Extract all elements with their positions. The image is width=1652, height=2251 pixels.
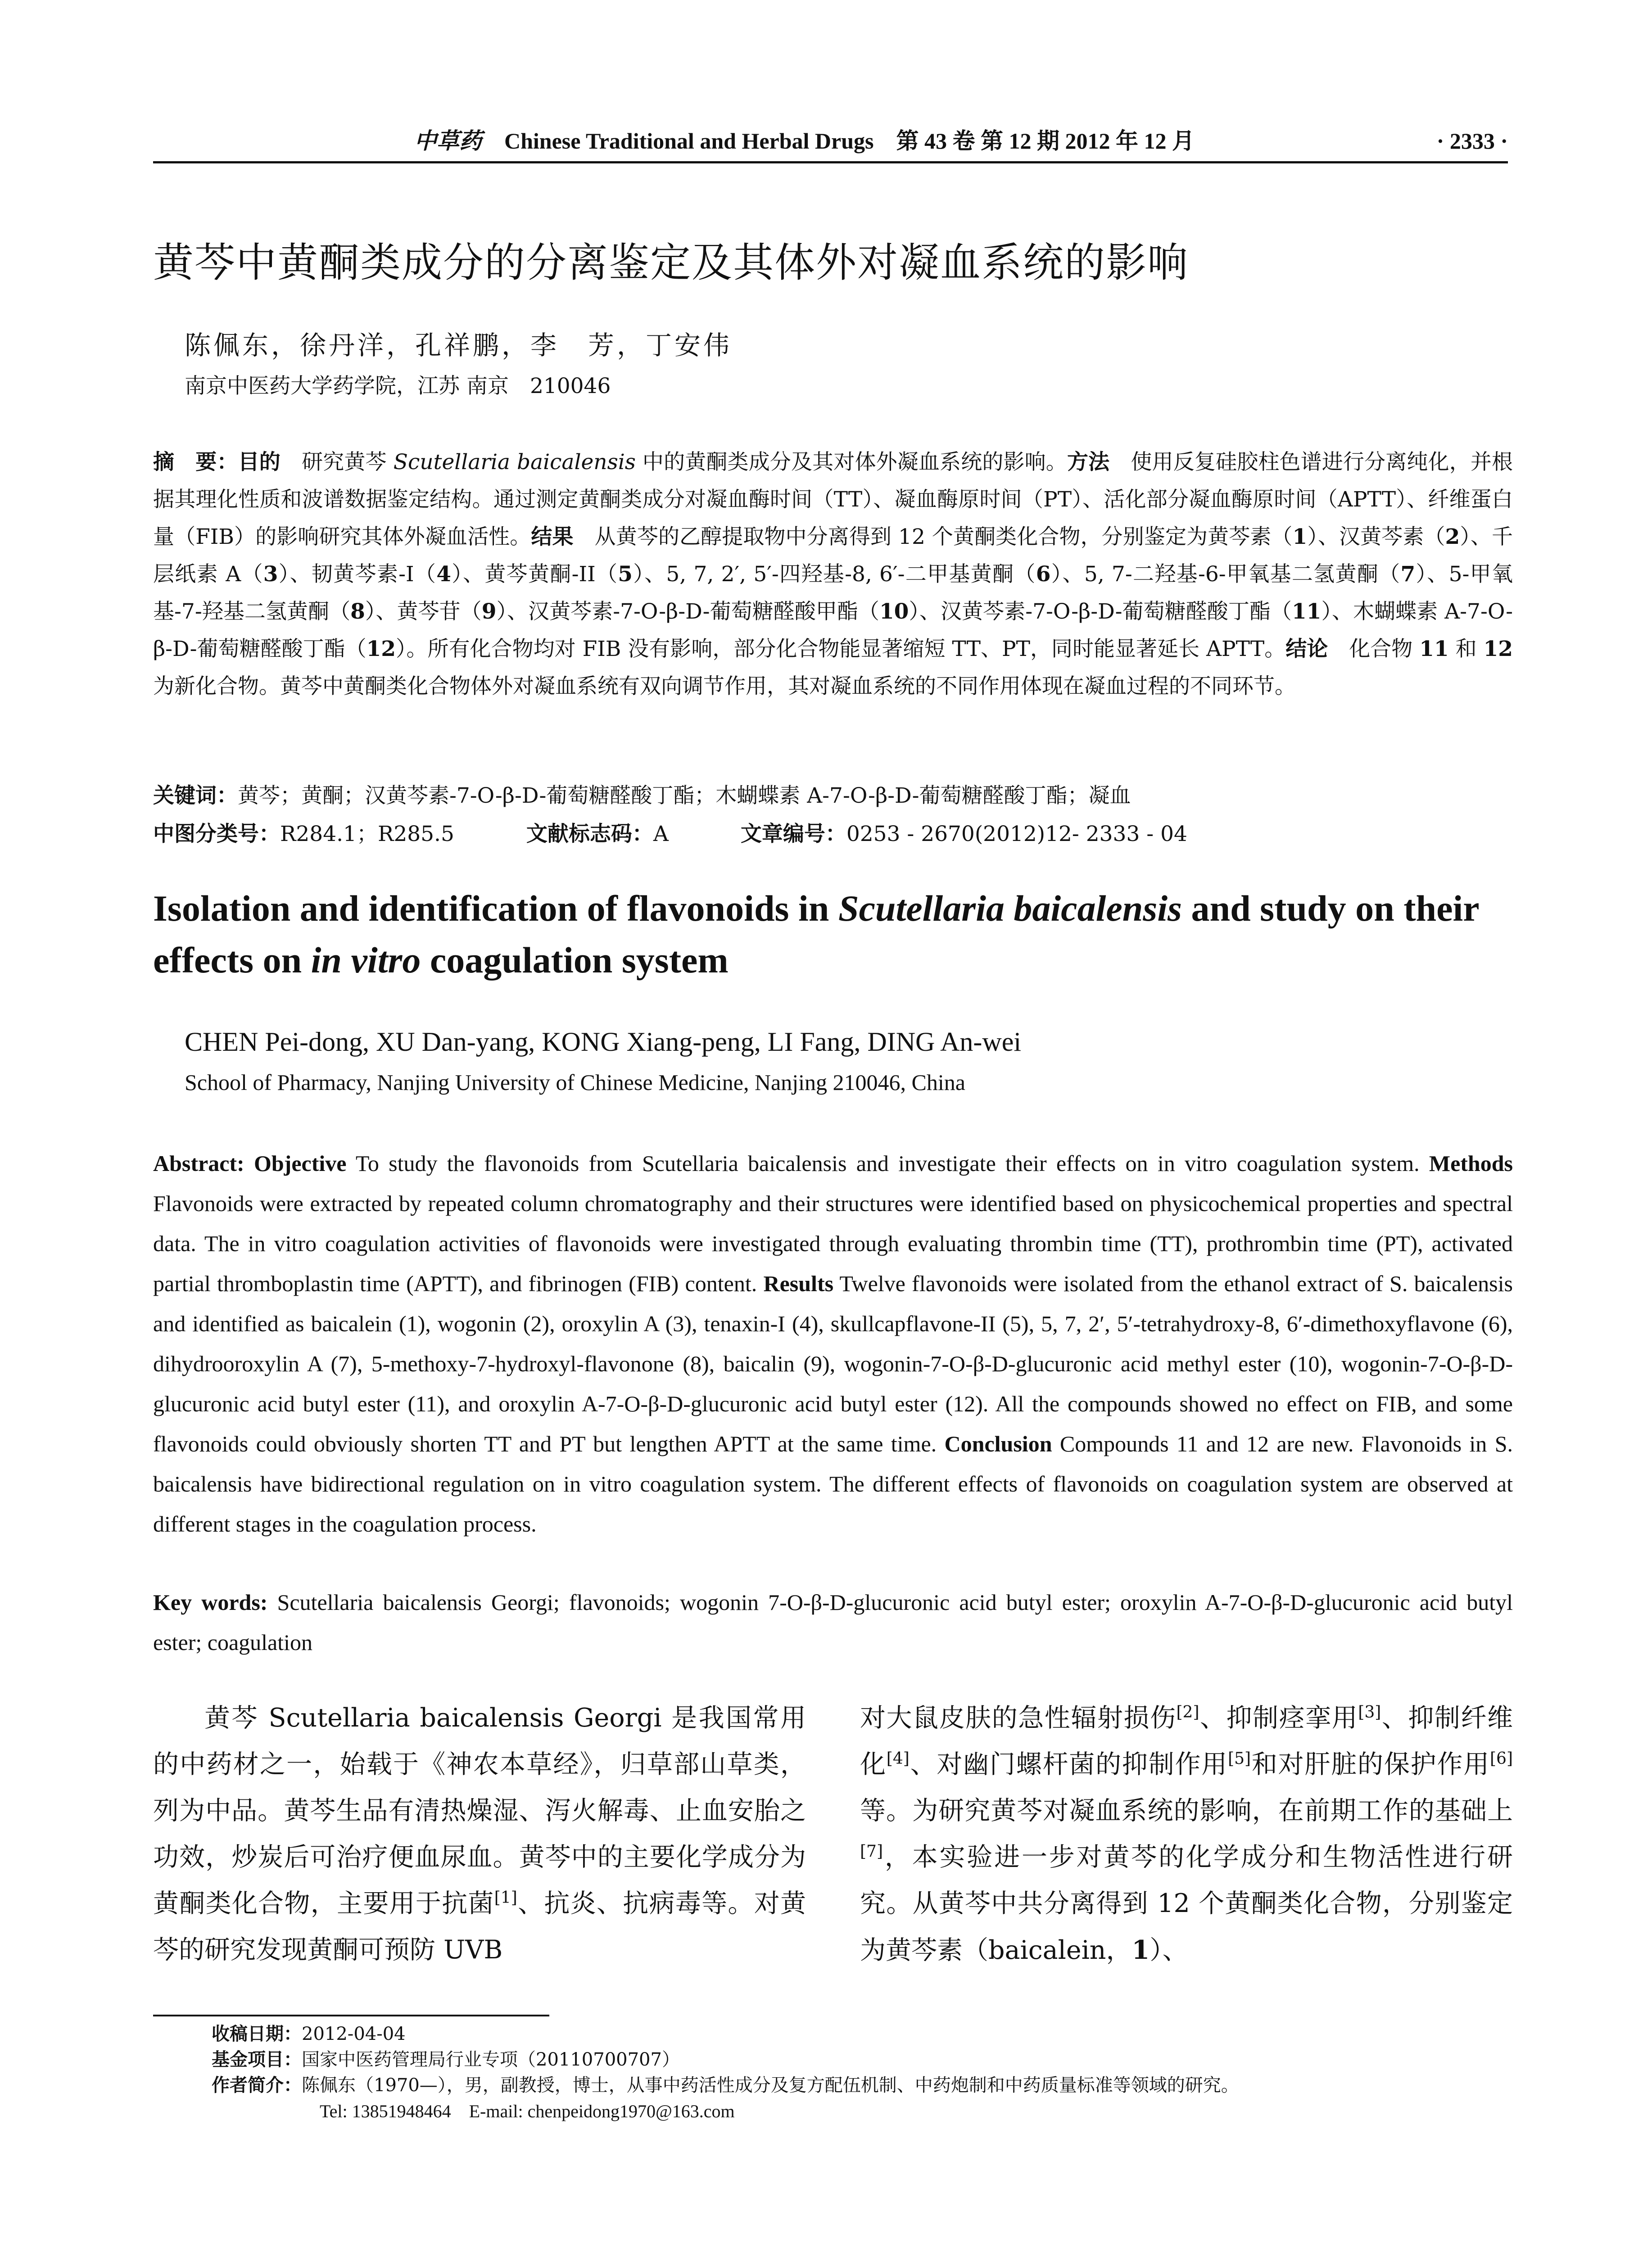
conclusion-cn-label: 结论 — [1285, 637, 1328, 661]
compound-number: 9 — [481, 599, 497, 624]
title-en-part: and study on their effects on — [153, 888, 1479, 981]
conclusion-cn-text: 化合物 — [1328, 637, 1420, 661]
compound-number: 12 — [366, 637, 396, 661]
methods-cn-label: 方法 — [1067, 450, 1110, 475]
results-cn-text: ）、韧黄芩素-I（ — [278, 562, 437, 587]
methods-en-text: Flavonoids were extracted by repeated column chromatography and their structures were identified based on physicochemical properties and spectral data. The in vitro coagulation activities of flavonoids were investigated through evaluating thrombin time (TT), prothrombin time (PT), activated partial thromboplastin time (APTT), and fibrinogen (FIB) content. — [153, 1191, 1513, 1296]
footnote-label: 收稿日期： — [212, 2024, 302, 2044]
body-text: ，本实验进一步对黄芩的化学成分和生物活性进行研究。从黄芩中共分离得到 12 个黄酮类化合物，分别鉴定为黄芩素（baicalein， — [860, 1842, 1513, 1965]
results-cn-text: ）、黄芩苷（ — [365, 599, 482, 624]
results-cn-text: ）、黄芩黄酮-II（ — [451, 562, 618, 587]
results-en-text: Twelve flavonoids were isolated from the ethanol extract of S. baicalensis and identified as baicalein (1), wogonin (2), oroxylin A (3), tenaxin-I (4), skullcapflavone-II (5), 5, 7, 2′, 5′-tetrahydroxy-8, 6′-dimethoxyflavone (6), dihydrooroxylin A (7), 5-methoxy-7-hydroxyl-flavonone (8), baicalin (9), wogonin-7-O-β-D-glucuronic acid methyl ester (10), wogonin-7-O-β-D-glucuronic acid butyl ester (11), and oroxylin A-7-O-β-D-glucuronic acid butyl ester (12). All the compounds showed no effect on FIB, and some flavonoids could obviously shorten TT and PT but lengthen APTT at the same time. — [153, 1271, 1513, 1456]
body-text: 对大鼠皮肤的急性辐射损伤 — [860, 1703, 1177, 1733]
compound-number: 11 — [1291, 599, 1322, 624]
keywords-cn — [153, 777, 1513, 815]
results-cn-text: ）、千层纸素 A（ — [153, 524, 1513, 587]
results-cn-text: ）、汉黄芩素-7-O-β-D-葡萄糖醛酸甲酯（ — [496, 599, 879, 624]
clc-value: R284.1；R285.5 — [280, 822, 454, 846]
footnote-label: 基金项目： — [212, 2049, 302, 2070]
keywords-en — [153, 1582, 1513, 1663]
title-en-species: Scutellaria baicalensis — [838, 888, 1182, 929]
abstract-en — [153, 1144, 1513, 1544]
results-cn-text: ）、汉黄芩素（ — [1307, 524, 1445, 549]
compound-number: 3 — [263, 562, 278, 587]
running-header-text — [414, 121, 1195, 161]
abstract-cn — [153, 443, 1513, 705]
citation-ref[interactable]: [7] — [860, 1842, 883, 1861]
affiliation-en: School of Pharmacy, Nanjing University of Chinese Medicine, Nanjing 210046, China — [185, 1070, 965, 1095]
running-header — [153, 121, 1508, 163]
conclusion-cn-text: 和 — [1448, 637, 1484, 661]
keywords-en-label: Key words: — [153, 1590, 268, 1615]
methods-en-label: Methods — [1429, 1151, 1513, 1176]
footnote-contact: Tel: 13851948464 E-mail: chenpeidong1970@163.com — [320, 2101, 735, 2121]
compound-number: 10 — [879, 599, 909, 624]
objective-cn-pre: 研究黄芩 — [280, 450, 394, 475]
objective-cn-species: Scutellaria baicalensis — [393, 450, 636, 475]
authors-en: CHEN Pei-dong, XU Dan-yang, KONG Xiang-peng, LI Fang, DING An-wei — [185, 1027, 1022, 1057]
compound-number: 8 — [350, 599, 365, 624]
title-cn: 黄芩中黄酮类成分的分离鉴定及其体外对凝血系统的影响 — [153, 239, 1189, 286]
footnote-author — [212, 2073, 1517, 2098]
results-cn-text: ）、汉黄芩素-7-O-β-D-葡萄糖醛酸丁酯（ — [909, 599, 1292, 624]
objective-en-text: To study the flavonoids from Scutellaria baicalensis and investigate their effects on in vitro coagulation system. — [346, 1151, 1429, 1176]
footnote-label: 作者简介： — [212, 2075, 302, 2096]
title-en-part: coagulation system — [421, 940, 729, 981]
article-number-label: 文章编号： — [740, 822, 846, 846]
citation-ref[interactable]: [4] — [886, 1749, 910, 1768]
doc-code-value: A — [653, 822, 669, 846]
citation-ref[interactable]: [1] — [494, 1889, 517, 1907]
results-cn-text: ）。所有化合物均对 FIB 没有影响，部分化合物能显著缩短 TT、PT，同时能显著延长 APTT。 — [396, 637, 1286, 661]
footnote-divider — [153, 2015, 549, 2016]
conclusion-en-text: Compounds 11 and 12 are new. Flavonoids in S. baicalensis have bidirectional regulation on in vitro coagulation system. The different effects of flavonoids on coagulation system are observed at different stages in the coagulation process. — [153, 1431, 1513, 1537]
journal-name: Chinese Traditional and Herbal Drugs — [504, 128, 874, 154]
methods-cn-text: 使用反复硅胶柱色谱进行分离纯化，并根据其理化性质和波谱数据鉴定结构。通过测定黄酮类成分对凝血酶时间（TT）、凝血酶原时间（PT）、活化部分凝血酶原时间（APTT）、纤维蛋白量（FIB）的影响研究其体外凝血活性。 — [153, 450, 1513, 549]
title-en-part: Isolation and identification of flavonoids in — [153, 888, 838, 929]
compound-number: 11 — [1419, 637, 1449, 661]
conclusion-cn-text: 为新化合物。黄芩中黄酮类化合物体外对凝血系统有双向调节作用，其对凝血系统的不同作用体现在凝血过程的不同环节。 — [153, 674, 1296, 699]
body-column-left — [153, 1695, 806, 1973]
journal-issue: 第 43 卷 第 12 期 2012 年 12 月 — [896, 128, 1195, 154]
article-number-value: 0253 - 2670(2012)12- 2333 - 04 — [846, 822, 1187, 846]
doc-code-label: 文献标志码： — [526, 822, 653, 846]
clc-label: 中图分类号： — [153, 822, 280, 846]
footnote-received — [212, 2021, 1517, 2047]
journal-brand: 中草药 — [414, 127, 482, 154]
keywords-en-text: Scutellaria baicalensis Georgi; flavonoids; wogonin 7-O-β-D-glucuronic acid butyl ester; oroxylin A-7-O-β-D-glucuronic acid butyl ester; coagulation — [153, 1590, 1513, 1655]
body-text: 和对肝脏的保护作用 — [1251, 1749, 1490, 1779]
affiliation-cn: 南京中医药大学药学院，江苏 南京 210046 — [185, 374, 611, 398]
body-text: 、抑制痉挛用 — [1199, 1703, 1358, 1733]
body-text: 、对幽门螺杆菌的抑制作用 — [909, 1749, 1228, 1779]
authors-cn: 陈佩东，徐丹洋，孔祥鹏，李 芳，丁安伟 — [185, 330, 733, 361]
classification-row — [153, 815, 1513, 853]
metadata-cn — [153, 777, 1513, 853]
keywords-cn-text: 黄芩；黄酮；汉黄芩素-7-O-β-D-葡萄糖醛酸丁酯；木蝴蝶素 A-7-O-β-D-葡萄糖醛酸丁酯；凝血 — [238, 783, 1131, 808]
body-text: 等。为研究黄芩对凝血系统的影响，在前期工作的基础上 — [860, 1796, 1513, 1826]
footnote — [212, 2021, 1517, 2124]
body-text: 、抑制纤维化 — [860, 1703, 1513, 1779]
objective-cn-post: 中的黄酮类成分及其对体外凝血系统的影响。 — [635, 450, 1067, 475]
title-en-invitro: in vitro — [311, 940, 421, 981]
results-cn-text: ）、木蝴蝶素 A-7-O-β-D-葡萄糖醛酸丁酯（ — [153, 599, 1513, 661]
compound-number: 1 — [1292, 524, 1308, 549]
abstract-cn-label: 摘 要： — [153, 450, 238, 475]
abstract-en-label: Abstract: Objective — [153, 1151, 347, 1176]
compound-number: 6 — [1036, 562, 1051, 587]
fund-text: 国家中医药管理局行业专项（20110700707） — [302, 2049, 680, 2070]
footnote-fund — [212, 2047, 1517, 2073]
results-cn-label: 结果 — [531, 524, 574, 549]
page-number: · 2333 · — [1436, 128, 1508, 154]
keywords-cn-label: 关键词： — [153, 783, 238, 808]
received-date: 2012-04-04 — [302, 2024, 406, 2044]
compound-number: 4 — [436, 562, 451, 587]
results-cn-text: 从黄芩的乙醇提取物中分离得到 12 个黄酮类化合物，分别鉴定为黄芩素（ — [573, 524, 1293, 549]
objective-cn-label: 目的 — [238, 450, 281, 475]
citation-ref[interactable]: [5] — [1228, 1749, 1251, 1768]
compound-number: 2 — [1445, 524, 1460, 549]
author-bio: 陈佩东（1970—），男，副教授，博士，从事中药活性成分及复方配伍机制、中药炮制和中药质量标准等领域的研究。 — [302, 2075, 1239, 2096]
body-column-right — [860, 1695, 1513, 1974]
citation-ref[interactable]: [2] — [1176, 1703, 1199, 1722]
results-cn-text: ）、5, 7-二羟基-6-甲氧基二氢黄酮（ — [1050, 562, 1401, 587]
results-en-label: Results — [763, 1271, 834, 1296]
compound-number: 1 — [1132, 1935, 1150, 1965]
citation-ref[interactable]: [6] — [1490, 1749, 1513, 1768]
compound-number: 12 — [1483, 637, 1513, 661]
results-cn-text: ）、5, 7, 2′, 5′-四羟基-8, 6′-二甲基黄酮（ — [632, 562, 1036, 587]
conclusion-en-label: Conclusion — [944, 1431, 1052, 1456]
body-text: 、抗炎、抗病毒等。对黄芩的研究发现黄酮可预防 UVB — [153, 1889, 806, 1965]
compound-number: 5 — [618, 562, 633, 587]
body-text: ）、 — [1150, 1935, 1188, 1965]
body-text: 黄芩 Scutellaria baicalensis Georgi 是我国常用的中药材之一，始载于《神农本草经》，归草部山草类，列为中品。黄芩生品有清热燥湿、泻火解毒、止血安胎之功效，炒炭后可治疗便血尿血。黄芩中的主要化学成分为黄酮类化合物，主要用于抗菌 — [153, 1703, 806, 1918]
results-cn-text: ）、5-甲氧基-7-羟基二氢黄酮（ — [153, 562, 1513, 624]
compound-number: 7 — [1400, 562, 1416, 587]
citation-ref[interactable]: [3] — [1358, 1703, 1381, 1722]
title-en — [153, 882, 1526, 986]
